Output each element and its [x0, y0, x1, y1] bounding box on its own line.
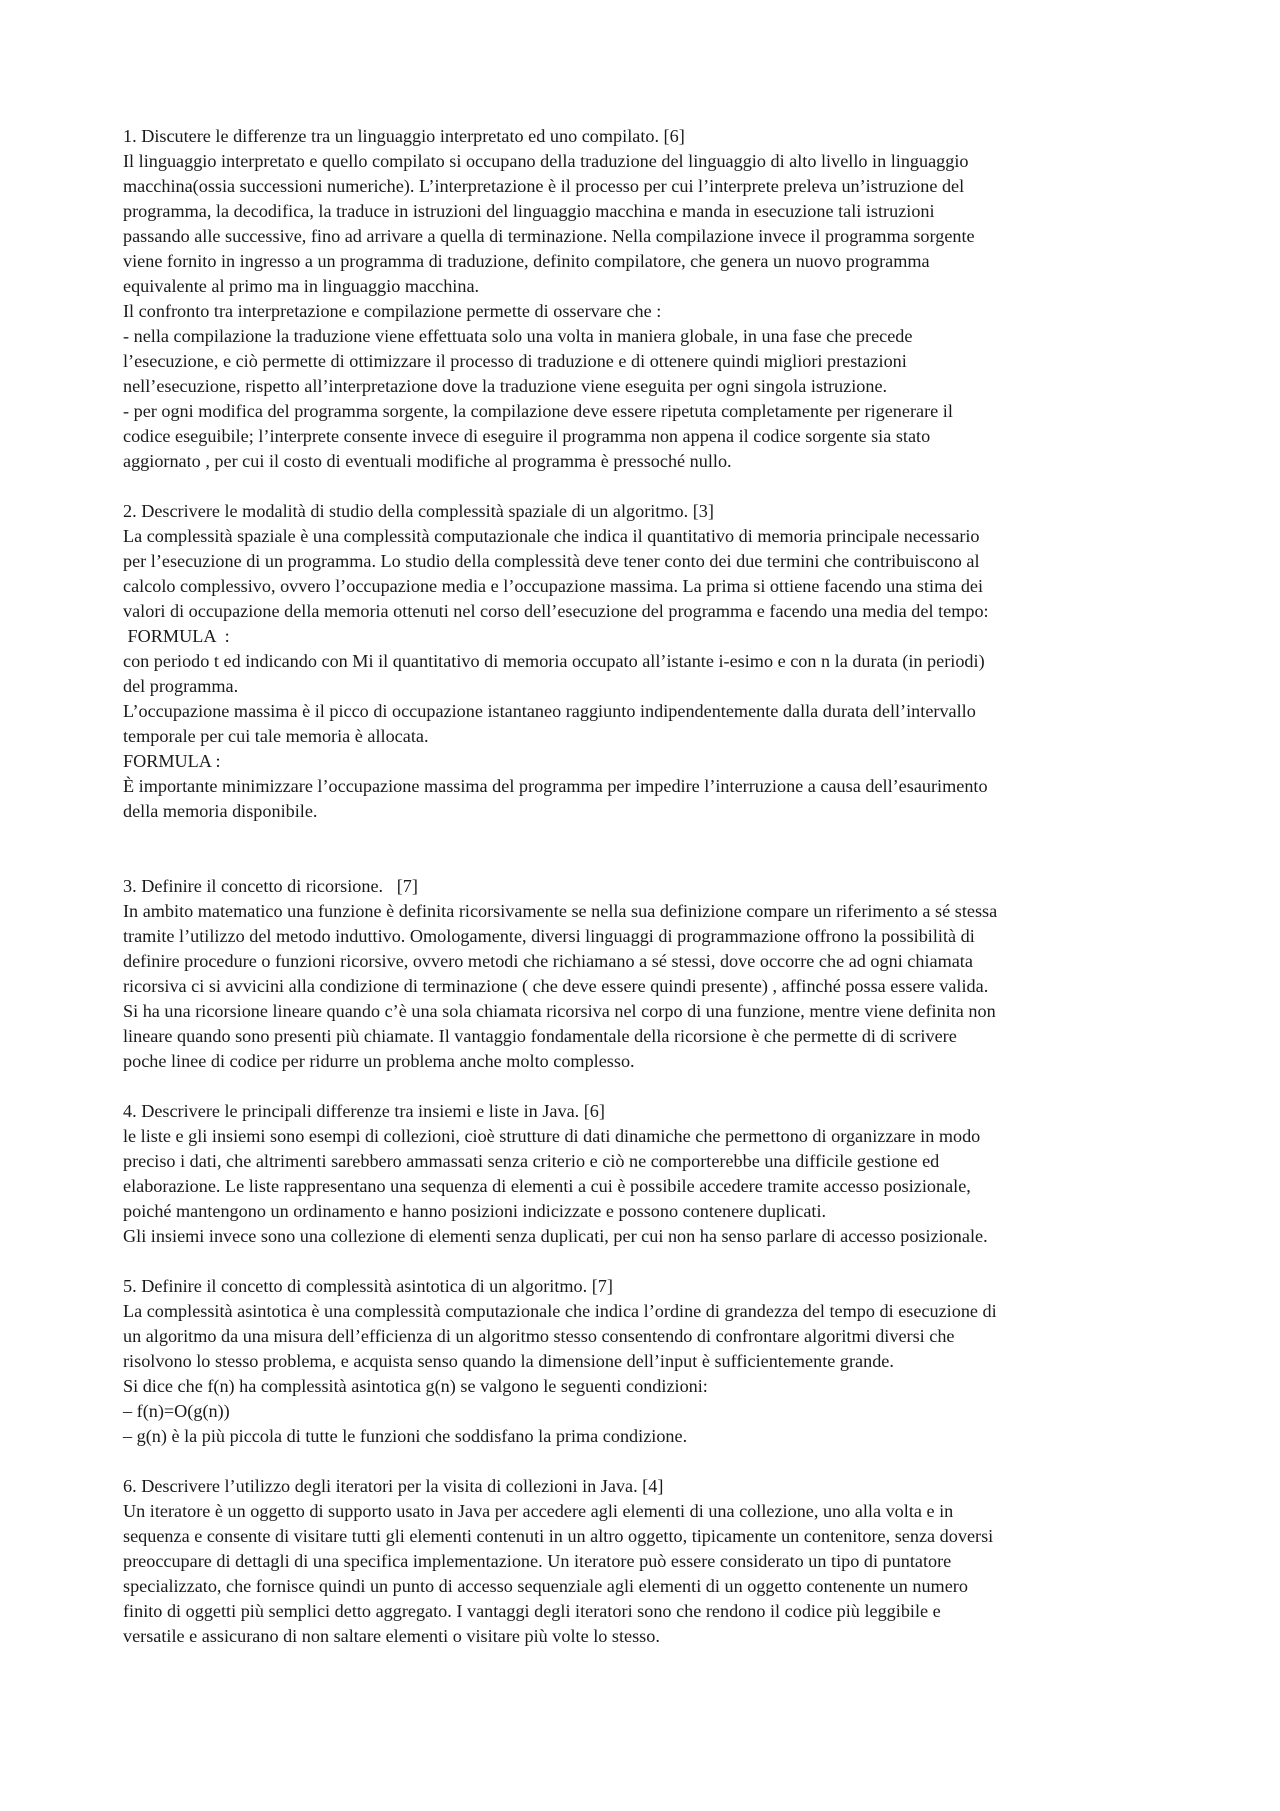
text-line: passando alle successive, fino ad arrivare a quella di terminazione. Nella compilazione invece il programma sorgente [123, 226, 975, 246]
text-line: viene fornito in ingresso a un programma di traduzione, definito compilatore, che genera un nuovo programma [123, 251, 930, 271]
text-line: La complessità asintotica è una complessità computazionale che indica l’ordine di grandezza del tempo di esecuzione di [123, 1301, 997, 1321]
text-line: In ambito matematico una funzione è definita ricorsivamente se nella sua definizione compare un riferimento a sé stessa [123, 901, 998, 921]
formula-label: FORMULA : [123, 626, 230, 646]
text-line: l’esecuzione, e ciò permette di ottimizzare il processo di traduzione e di ottenere quindi migliori prestazioni [123, 351, 907, 371]
text-line: elaborazione. Le liste rappresentano una sequenza di elementi a cui è possibile accedere tramite accesso posizionale, [123, 1176, 971, 1196]
section-title: 3. Definire il concetto di ricorsione. [7] [123, 876, 418, 896]
text-line: – f(n)=O(g(n)) [123, 1401, 230, 1421]
text-line: un algoritmo da una misura dell’efficienza di un algoritmo stesso consentendo di confrontare algoritmi diversi che [123, 1326, 955, 1346]
text-line: - per ogni modifica del programma sorgente, la compilazione deve essere ripetuta completamente per rigenerare il [123, 401, 953, 421]
document-page [123, 124, 1173, 1649]
text-line: Si dice che f(n) ha complessità asintotica g(n) se valgono le seguenti condizioni: [123, 1376, 708, 1396]
text-line: programma, la decodifica, la traduce in istruzioni del linguaggio macchina e manda in esecuzione tali istruzioni [123, 201, 935, 221]
text-line: preoccupare di dettagli di una specifica implementazione. Un iteratore può essere considerato un tipo di puntatore [123, 1551, 952, 1571]
text-line: valori di occupazione della memoria ottenuti nel corso dell’esecuzione del programma e facendo una media del tempo: [123, 601, 989, 621]
section-3 [123, 874, 1173, 1074]
text-line: finito di oggetti più semplici detto aggregato. I vantaggi degli iteratori sono che rendono il codice più leggibile e [123, 1601, 941, 1621]
text-line: La complessità spaziale è una complessità computazionale che indica il quantitativo di memoria principale necessario [123, 526, 980, 546]
spacer [123, 1449, 1173, 1474]
text-line: tramite l’utilizzo del metodo induttivo. Omologamente, diversi linguaggi di programmazione offrono la possibilità di [123, 926, 975, 946]
text-line: risolvono lo stesso problema, e acquista senso quando la dimensione dell’input è sufficientemente grande. [123, 1351, 894, 1371]
text-line: calcolo complessivo, ovvero l’occupazione media e l’occupazione massima. La prima si ottiene facendo una stima dei [123, 576, 984, 596]
section-2 [123, 499, 1173, 824]
section-title: 1. Discutere le differenze tra un linguaggio interpretato ed uno compilato. [6] [123, 126, 685, 146]
text-line: per l’esecuzione di un programma. Lo studio della complessità deve tener conto dei due termini che contribuiscono al [123, 551, 980, 571]
text-line: versatile e assicurano di non saltare elementi o visitare più volte lo stesso. [123, 1626, 660, 1646]
text-line: Si ha una ricorsione lineare quando c’è una sola chiamata ricorsiva nel corpo di una funzione, mentre viene definita non [123, 1001, 996, 1021]
spacer [123, 1249, 1173, 1274]
section-1 [123, 124, 1173, 474]
text-line: È importante minimizzare l’occupazione massima del programma per impedire l’interruzione a causa dell’esaurimento [123, 776, 988, 796]
text-line: macchina(ossia successioni numeriche). L’interpretazione è il processo per cui l’interprete preleva un’istruzione del [123, 176, 965, 196]
text-line: – g(n) è la più piccola di tutte le funzioni che soddisfano la prima condizione. [123, 1426, 688, 1446]
section-title: 6. Descrivere l’utilizzo degli iteratori per la visita di collezioni in Java. [4] [123, 1476, 664, 1496]
text-line: Il confronto tra interpretazione e compilazione permette di osservare che : [123, 301, 662, 321]
text-line: definire procedure o funzioni ricorsive, ovvero metodi che richiamano a sé stessi, dove occorre che ad ogni chiamata [123, 951, 973, 971]
formula-label: FORMULA : [123, 751, 221, 771]
section-5 [123, 1274, 1173, 1449]
spacer [123, 1074, 1173, 1099]
text-line: sequenza e consente di visitare tutti gli elementi contenuti in un altro oggetto, tipicamente un contenitore, senza doversi [123, 1526, 994, 1546]
section-title: 5. Definire il concetto di complessità asintotica di un algoritmo. [7] [123, 1276, 613, 1296]
text-line: equivalente al primo ma in linguaggio macchina. [123, 276, 480, 296]
text-line: con periodo t ed indicando con Mi il quantitativo di memoria occupato all’istante i-esimo e con n la durata (in periodi) [123, 651, 985, 671]
text-line: della memoria disponibile. [123, 801, 318, 821]
text-line: L’occupazione massima è il picco di occupazione istantaneo raggiunto indipendentemente dalla durata dell’intervallo [123, 701, 976, 721]
text-line: poche linee di codice per ridurre un problema anche molto complesso. [123, 1051, 635, 1071]
section-4 [123, 1099, 1173, 1249]
spacer [123, 824, 1173, 874]
text-line: codice eseguibile; l’interprete consente invece di eseguire il programma non appena il codice sorgente sia stato [123, 426, 931, 446]
text-line: Il linguaggio interpretato e quello compilato si occupano della traduzione del linguaggio di alto livello in linguaggio [123, 151, 969, 171]
spacer [123, 474, 1173, 499]
text-line: preciso i dati, che altrimenti sarebbero ammassati senza criterio e ciò ne comporterebbe una difficile gestione ed [123, 1151, 940, 1171]
section-title: 4. Descrivere le principali differenze tra insiemi e liste in Java. [6] [123, 1101, 605, 1121]
text-line: lineare quando sono presenti più chiamate. Il vantaggio fondamentale della ricorsione è che permette di di scrivere [123, 1026, 957, 1046]
text-line: - nella compilazione la traduzione viene effettuata solo una volta in maniera globale, in una fase che precede [123, 326, 913, 346]
text-line: del programma. [123, 676, 239, 696]
text-line: aggiornato , per cui il costo di eventuali modifiche al programma è pressoché nullo. [123, 451, 732, 471]
text-line: le liste e gli insiemi sono esempi di collezioni, cioè strutture di dati dinamiche che permettono di organizzare in modo [123, 1126, 981, 1146]
section-6 [123, 1474, 1173, 1649]
text-line: specializzato, che fornisce quindi un punto di accesso sequenziale agli elementi di un oggetto contenente un numero [123, 1576, 968, 1596]
text-line: Gli insiemi invece sono una collezione di elementi senza duplicati, per cui non ha senso parlare di accesso posizionale. [123, 1226, 988, 1246]
text-line: ricorsiva ci si avvicini alla condizione di terminazione ( che deve essere quindi presente) , affinché possa essere valida. [123, 976, 989, 996]
text-line: temporale per cui tale memoria è allocata. [123, 726, 429, 746]
text-line: poiché mantengono un ordinamento e hanno posizioni indicizzate e possono contenere duplicati. [123, 1201, 827, 1221]
section-title: 2. Descrivere le modalità di studio della complessità spaziale di un algoritmo. [3] [123, 501, 714, 521]
text-line: Un iteratore è un oggetto di supporto usato in Java per accedere agli elementi di una collezione, uno alla volta e in [123, 1501, 954, 1521]
text-line: nell’esecuzione, rispetto all’interpretazione dove la traduzione viene eseguita per ogni singola istruzione. [123, 376, 888, 396]
